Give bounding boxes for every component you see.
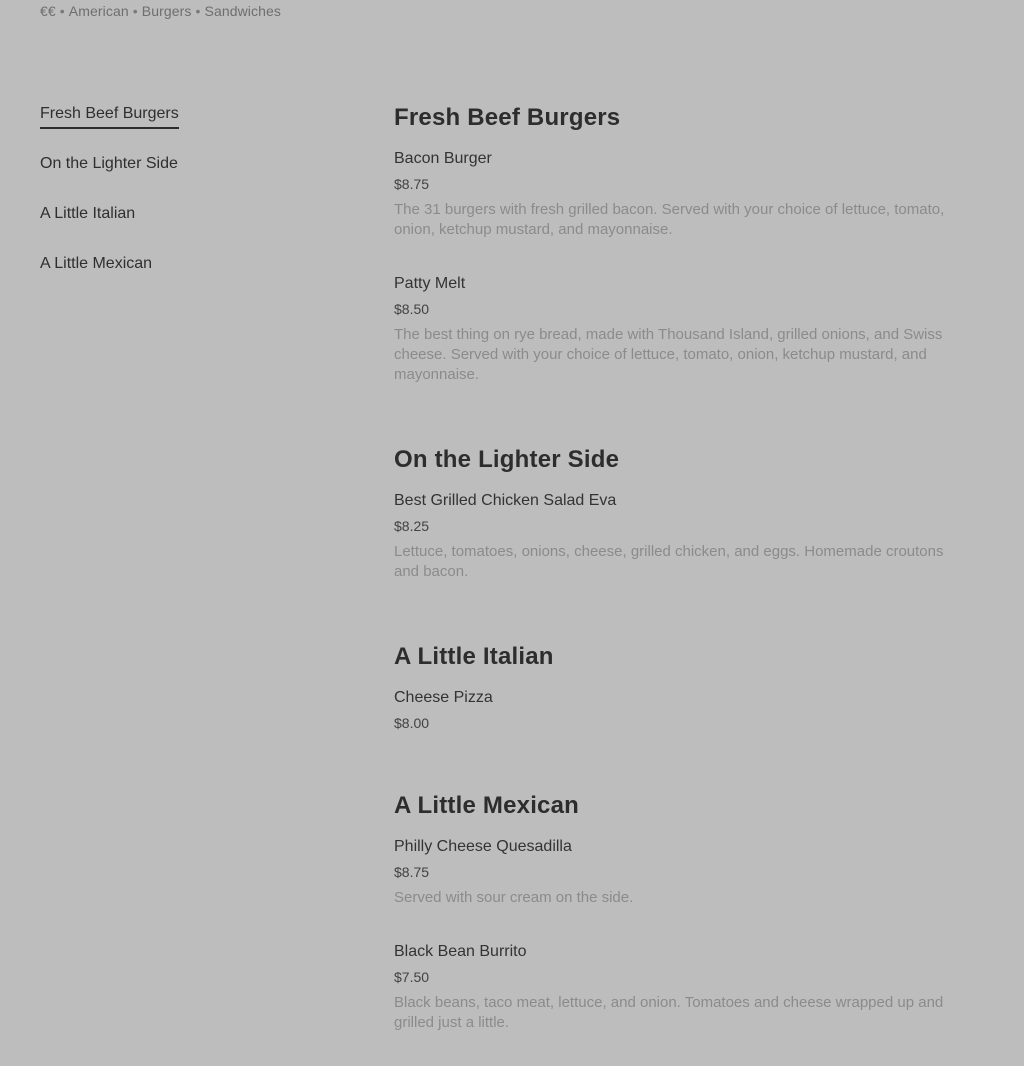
breadcrumb-item: €€ <box>40 3 56 19</box>
menu-item[interactable] <box>394 275 969 385</box>
sidebar-item[interactable] <box>40 155 394 179</box>
item-name: Black Bean Burrito <box>394 943 527 960</box>
item-name: Cheese Pizza <box>394 689 493 706</box>
sidebar-item[interactable] <box>40 255 394 279</box>
menu-main <box>394 105 969 1033</box>
menu-item[interactable] <box>394 150 969 240</box>
breadcrumb-separator: • <box>195 3 201 19</box>
breadcrumb-item: Sandwiches <box>204 3 281 19</box>
section-items <box>394 492 969 582</box>
menu-item[interactable] <box>394 689 969 731</box>
sidebar-item-label: Fresh Beef Burgers <box>40 105 179 129</box>
menu-item[interactable] <box>394 943 969 1033</box>
menu-section <box>394 105 969 385</box>
item-description: Black beans, taco meat, lettuce, and onion. Tomatoes and cheese wrapped up and grilled just a little. <box>394 994 944 1031</box>
item-description: The best thing on rye bread, made with Thousand Island, grilled onions, and Swiss cheese. Served with your choice of lettuce, tomato, onion, ketchup mustard, and mayonnaise. <box>394 326 943 383</box>
section-items <box>394 838 969 1033</box>
breadcrumb <box>0 0 1024 19</box>
section-items <box>394 689 969 731</box>
menu-section <box>394 447 969 582</box>
section-items <box>394 150 969 385</box>
item-price: $8.75 <box>394 864 430 880</box>
breadcrumb-separator: • <box>59 3 65 19</box>
item-description: Served with sour cream on the side. <box>394 889 634 906</box>
content <box>0 105 1024 1033</box>
item-price: $8.75 <box>394 176 430 192</box>
item-description: The 31 burgers with fresh grilled bacon. Served with your choice of lettuce, tomato, onion, ketchup mustard, and mayonnaise. <box>394 201 945 238</box>
sidebar-item-label: A Little Italian <box>40 205 136 222</box>
menu-item[interactable] <box>394 838 969 908</box>
menu-section <box>394 644 969 731</box>
breadcrumb-item: Burgers <box>141 3 192 19</box>
item-price: $8.00 <box>394 715 430 731</box>
item-price: $7.50 <box>394 969 430 985</box>
section-title: On the Lighter Side <box>394 446 620 473</box>
sidebar-item-label: A Little Mexican <box>40 255 153 272</box>
item-price: $8.25 <box>394 518 430 534</box>
item-name: Best Grilled Chicken Salad Eva <box>394 492 617 509</box>
sidebar-item-label: On the Lighter Side <box>40 155 178 172</box>
item-name: Patty Melt <box>394 275 466 292</box>
breadcrumb-separator: • <box>132 3 138 19</box>
category-sidebar <box>40 105 394 1033</box>
menu-item[interactable] <box>394 492 969 582</box>
sidebar-item[interactable] <box>40 105 394 129</box>
section-title: A Little Mexican <box>394 792 580 819</box>
sidebar-item[interactable] <box>40 205 394 229</box>
item-name: Philly Cheese Quesadilla <box>394 838 572 855</box>
item-price: $8.50 <box>394 301 430 317</box>
item-name: Bacon Burger <box>394 150 492 167</box>
breadcrumb-item: American <box>68 3 129 19</box>
section-title: Fresh Beef Burgers <box>394 104 621 131</box>
section-title: A Little Italian <box>394 643 554 670</box>
item-description: Lettuce, tomatoes, onions, cheese, grilled chicken, and eggs. Homemade croutons and bacon. <box>394 543 944 580</box>
menu-section <box>394 793 969 1033</box>
